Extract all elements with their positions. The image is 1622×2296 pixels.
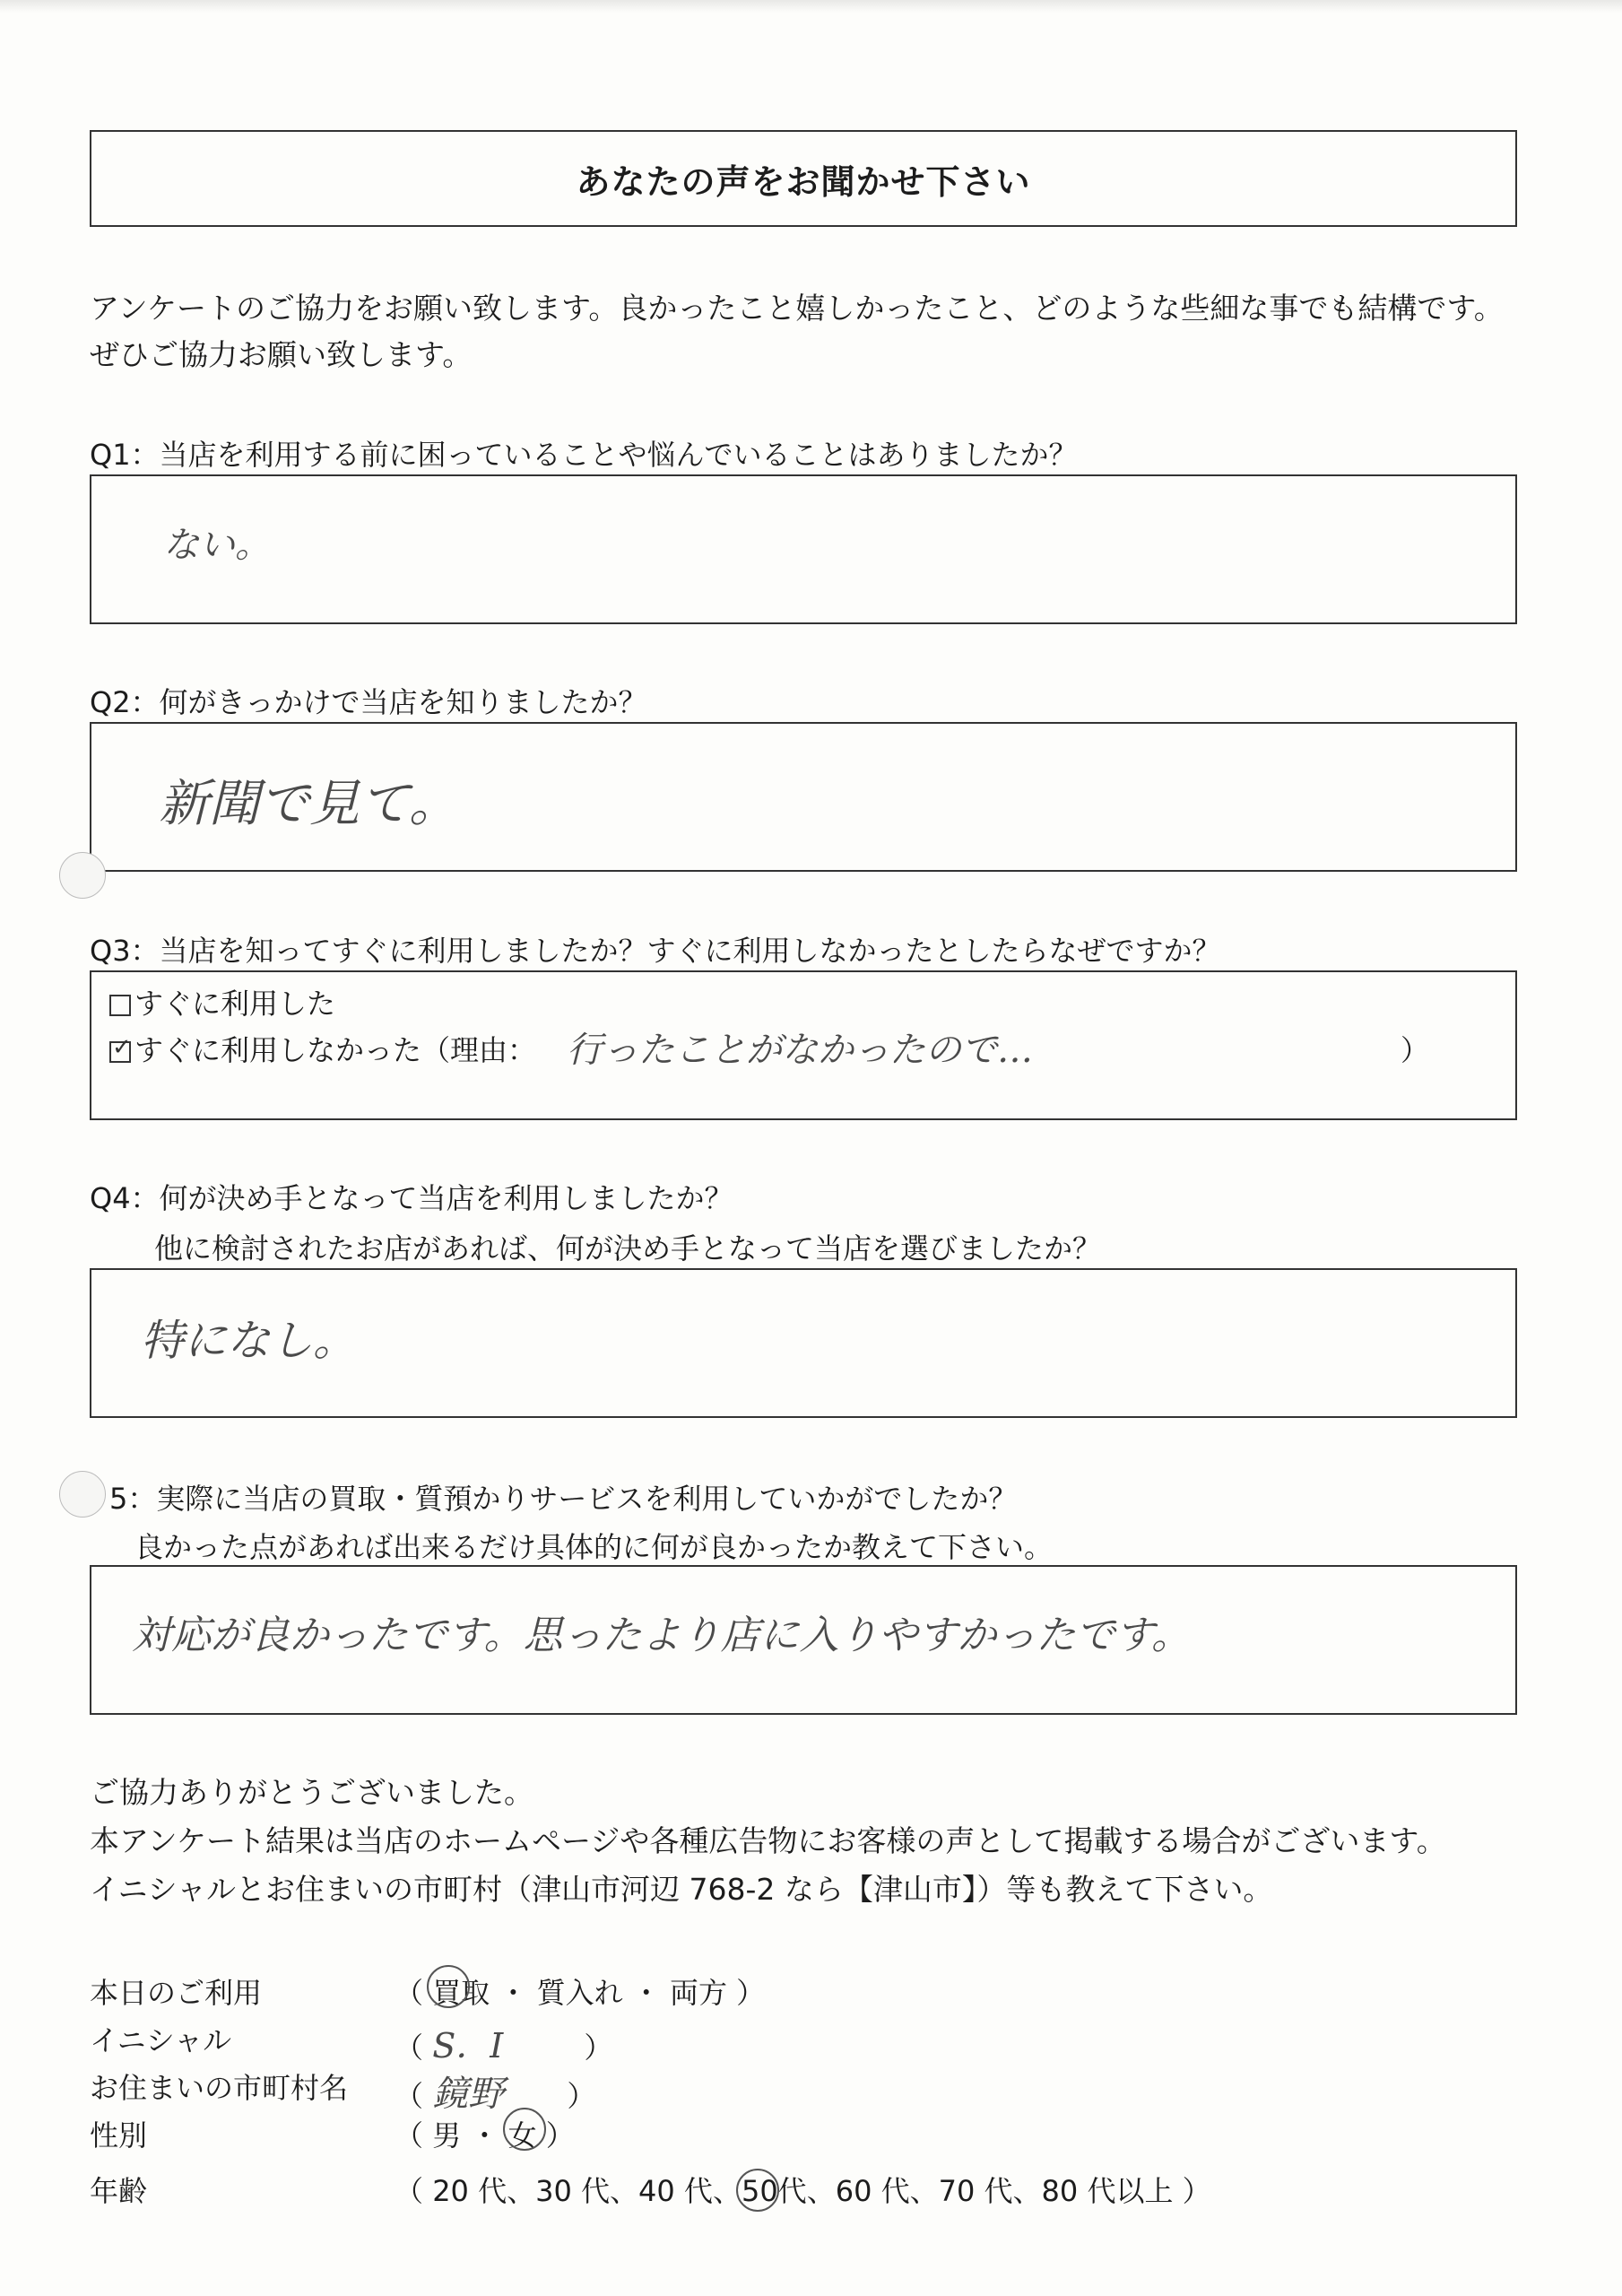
q3-reason-close: ） <box>1401 1033 1430 1067</box>
separator: ・ <box>461 2118 508 2152</box>
paren-close: ） <box>1182 2174 1211 2208</box>
usage-option-buy-circled[interactable] <box>432 1970 461 2012</box>
q4-answer: 特になし。 <box>141 1316 357 1366</box>
q3-option-1-label: すぐに利用した <box>134 987 336 1021</box>
comma: 、 <box>1012 2174 1042 2208</box>
paren-close: ） <box>545 2118 575 2152</box>
age-50-unit: 代 <box>777 2174 807 2208</box>
footer-text <box>90 1769 1446 1914</box>
gender-female-circled[interactable] <box>508 2113 537 2154</box>
usage-option-both[interactable]: 両方 <box>669 1976 727 2010</box>
usage-option-pawn[interactable]: 質入れ <box>536 1976 623 2010</box>
paren-open: （ <box>395 2079 424 2113</box>
q1-answer: ない。 <box>163 525 271 566</box>
gender-female: 女 <box>507 2118 537 2152</box>
separator: ・ <box>490 1976 537 2010</box>
initial-value: S．I <box>432 2026 504 2066</box>
comma: 、 <box>806 2174 836 2208</box>
q5-question: 5：実際に当店の買取・質預かりサービスを利用していかがでしたか？ <box>109 1482 1018 1516</box>
city-field[interactable] <box>395 2066 595 2117</box>
age-60[interactable]: 60 代 <box>835 2174 910 2208</box>
footer-line-2: 本アンケート結果は当店のホームページや各種広告物にお客様の声として掲載する場合がございます。 <box>90 1823 1446 1858</box>
initial-field[interactable] <box>395 2018 612 2067</box>
usage-option-buy-char: 買 <box>432 1976 462 2010</box>
q5-question-2: 良かった点があれば出来るだけ具体的に何が良かったか教えて下さい。 <box>134 1530 1054 1564</box>
age-20[interactable]: 20 代 <box>432 2174 507 2208</box>
comma: 、 <box>610 2174 639 2208</box>
page-title: あなたの声をお聞かせ下さい <box>90 130 1517 227</box>
city-value: 鏡野 <box>432 2074 505 2115</box>
q3-question: Q3：当店を知ってすぐに利用しましたか？すぐに利用しなかったとしたらなぜですか？ <box>90 934 1221 968</box>
intro-text <box>90 285 1504 378</box>
age-80-plus[interactable]: 80 代以上 <box>1041 2174 1174 2208</box>
q5-answer: 対応が良かったです。思ったより店に入りやすかったです。 <box>132 1613 1191 1658</box>
q1-answer-box[interactable] <box>90 474 1517 624</box>
footer-line-3: イニシャルとお住まいの市町村（津山市河辺 768-2 なら【津山市】）等も教えて下さい。 <box>90 1872 1273 1907</box>
separator: ・ <box>622 1976 670 2010</box>
q4-question-2: 他に検討されたお店があれば、何が決め手となって当店を選びましたか？ <box>154 1231 1102 1265</box>
q3-checkbox-2[interactable] <box>109 1034 132 1063</box>
comma: 、 <box>712 2174 742 2208</box>
intro-line-1: アンケートのご協力をお願い致します。良かったこと嬉しかったこと、どのような些細な事でも結構です。 <box>90 291 1504 326</box>
age-30[interactable]: 30 代 <box>535 2174 611 2208</box>
check-mark-icon: ✓ <box>112 1034 132 1061</box>
usage-option-buy-rest: 取 <box>461 1976 490 2010</box>
q3-checkbox-1[interactable] <box>109 995 131 1016</box>
age-50-number: 50 <box>741 2174 778 2208</box>
age-40[interactable]: 40 代 <box>638 2174 713 2208</box>
q5-answer-box[interactable] <box>90 1565 1517 1715</box>
paren-close: ） <box>584 2031 613 2065</box>
initial-label: イニシャル <box>90 2023 232 2057</box>
paren-close: ） <box>736 1976 766 2010</box>
usage-options <box>395 1970 765 2012</box>
paren-open: （ <box>395 1976 424 2010</box>
punch-hole <box>59 852 106 899</box>
age-options <box>395 2169 1211 2210</box>
usage-label: 本日のご利用 <box>90 1976 263 2010</box>
comma: 、 <box>909 2174 939 2208</box>
gender-male[interactable]: 男 <box>432 2118 462 2152</box>
age-label: 年齢 <box>90 2174 148 2208</box>
q3-reason[interactable]: 行ったことがなかったので… <box>567 1030 1033 1071</box>
q1-question: Q1：当店を利用する前に困っていることや悩んでいることはありましたか？ <box>90 438 1078 472</box>
q2-question: Q2：何がきっかけで当店を知りましたか？ <box>90 685 647 719</box>
paren-open: （ <box>395 2174 424 2208</box>
city-label: お住まいの市町村名 <box>90 2071 349 2105</box>
gender-options <box>395 2113 575 2154</box>
q2-answer-box[interactable] <box>90 722 1517 872</box>
intro-line-2: ぜひご協力お願い致します。 <box>90 337 473 372</box>
age-70[interactable]: 70 代 <box>938 2174 1013 2208</box>
paren-open: （ <box>395 2118 424 2152</box>
q3-option-1[interactable] <box>109 981 335 1022</box>
punch-hole <box>59 1471 106 1518</box>
paren-open: （ <box>395 2031 424 2065</box>
comma: 、 <box>507 2174 536 2208</box>
q4-question: Q4：何が決め手となって当店を利用しましたか？ <box>90 1181 733 1215</box>
footer-line-1: ご協力ありがとうございました。 <box>90 1775 533 1810</box>
age-50-circled[interactable] <box>742 2174 778 2208</box>
gender-label: 性別 <box>90 2118 148 2152</box>
q3-answer-box <box>90 970 1517 1120</box>
q3-option-2-label: すぐに利用しなかった（理由： <box>134 1033 537 1067</box>
q2-answer: 新聞で見て。 <box>159 775 459 833</box>
q4-answer-box[interactable] <box>90 1268 1517 1418</box>
paren-close: ） <box>567 2079 596 2113</box>
scan-top-edge <box>0 0 1622 13</box>
q3-option-2[interactable] <box>109 1028 536 1069</box>
